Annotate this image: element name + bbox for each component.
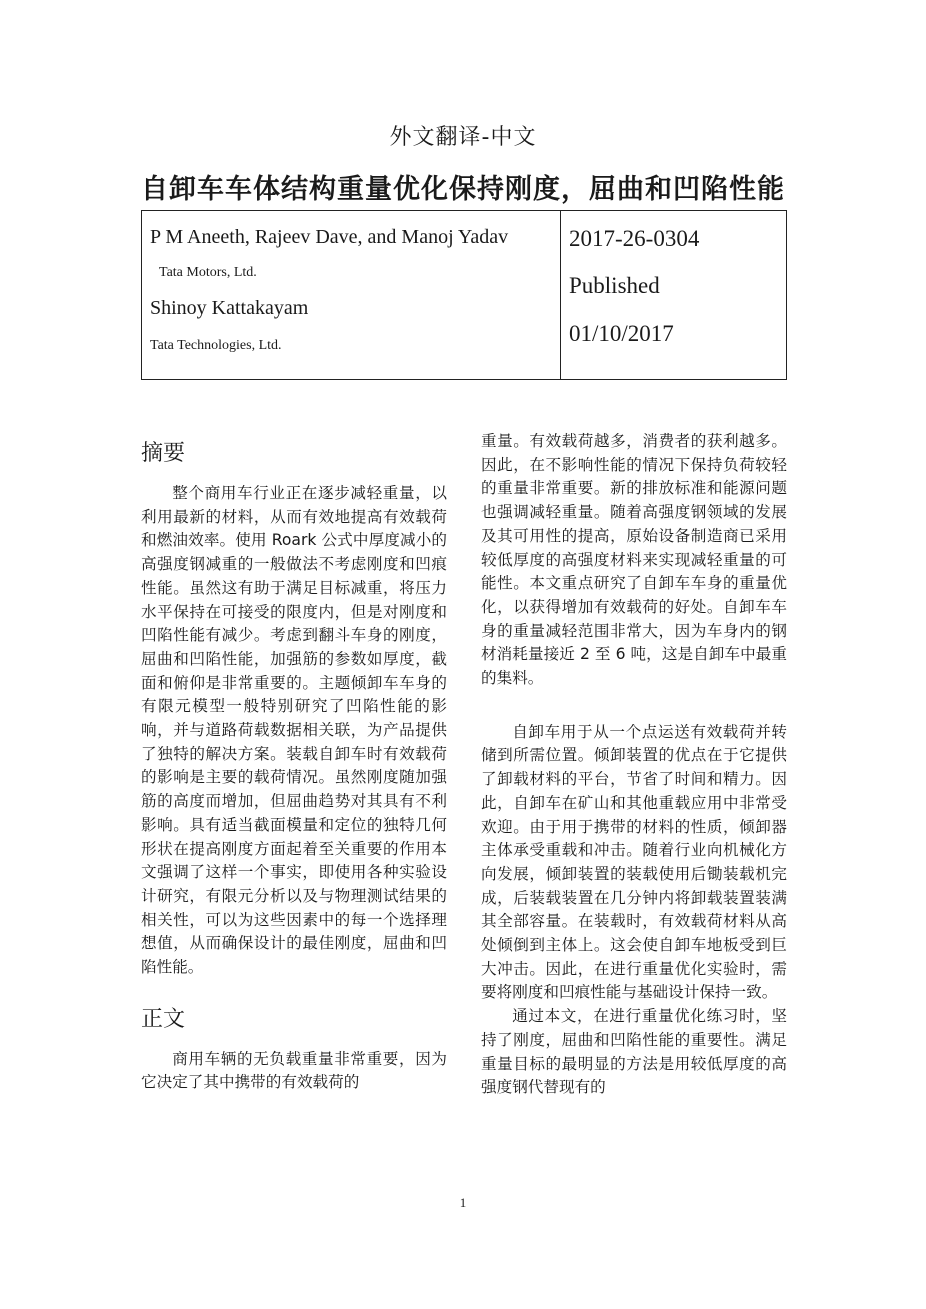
body-paragraph-3: 通过本文，在进行重量优化练习时，坚持了刚度，屈曲和凹陷性能的重要性。满足重量目标的最明显的方法是用较低厚度的高强度钢代替现有的 — [481, 1007, 787, 1097]
right-column — [481, 430, 787, 1100]
body-paragraph-1-continued: 重量。有效载荷越多，消费者的获利越多。因此，在不影响性能的情况下保持负荷较轻的重量非常重要。新的排放标准和能源问题也强调减轻重量。随着高强度钢领域的发展及其可用性的提高，原始设备制造商已采用较低厚度的高强度材料来实现减轻重量的可能性。本文重点研究了自卸车车身的重量优化，以获得增加有效载荷的好处。自卸车车身的重量减轻范围非常大，因为车身内的钢材消耗量接近 2 至 6 吨，这是自卸车中最重的集料。 — [481, 432, 787, 688]
table-divider — [560, 211, 561, 379]
document-id: 2017-26-0304 — [569, 226, 700, 251]
document-title: 自卸车车体结构重量优化保持刚度，屈曲和凹陷性能 — [141, 174, 785, 205]
abstract-heading: 摘要 — [141, 441, 186, 466]
paragraph-spacer — [481, 691, 787, 721]
publication-cell — [569, 211, 779, 379]
page-number: 1 — [459, 1195, 467, 1210]
abstract-paragraph: 整个商用车行业正在逐步减轻重量，以利用最新的材料，从而有效地提高有效载荷和燃油效率。使用 Roark 公式中厚度减小的高强度钢减重的一般做法不考虑刚度和凹痕性能。虽然这有助于满足目标减重，将压力水平保持在可接受的限度内，但是对刚度和凹陷性能有减少。考虑到翻斗车身的刚度，屈曲和凹陷性能，加强筋的参数如厚度，截面和俯仰是非常重要的。主题倾卸车车身的有限元模型一般特别研究了凹陷性能的影响，并与道路荷载数据相关联，为产品提供了独特的解决方案。装载自卸车时有效载荷的影响是主要的载荷情况。虽然刚度随加强筋的高度而增加，但屈曲趋势对其具有不利影响。具有适当截面模量和定位的独特几何形状在提高刚度方面起着至关重要的作用本文强调了这样一个事实，即使用各种实验设计研究，有限元分析以及与物理测试结果的相关性，可以为这些因素中的每一个选择理想值，从而确保设计的最佳刚度，屈曲和凹陷性能。 — [141, 484, 447, 977]
authors-cell — [150, 211, 555, 379]
body-paragraph-2: 自卸车用于从一个点运送有效载荷并转储到所需位置。倾卸装置的优点在于它提供了卸载材料的平台，节省了时间和精力。因此，自卸车在矿山和其他重载应用中非常受欢迎。由于用于携带的材料的性质，倾卸器主体承受重载和冲击。随着行业向机械化方向发展，倾卸装置的装载使用后锄装载机完成，后装载装置在几分钟内将卸载装置装满其全部容量。在装载时，有效载荷材料从高处倾倒到主体上。这会使自卸车地板受到巨大冲击。因此，在进行重量优化实验时，需要将刚度和凹痕性能与基础设计保持一致。 — [481, 722, 787, 1002]
publication-status: Published — [569, 273, 660, 298]
authors-line: P M Aneeth, Rajeev Dave, and Manoj Yadav — [150, 226, 509, 248]
author-second: Shinoy Kattakayam — [150, 297, 309, 319]
affiliation-tata-motors: Tata Motors, Ltd. — [159, 265, 257, 280]
header-label: 外文翻译-中文 — [389, 125, 537, 150]
publication-date: 01/10/2017 — [569, 321, 674, 346]
body-heading: 正文 — [141, 1006, 186, 1032]
body-paragraph-1-start: 商用车辆的无负载重量非常重要，因为它决定了其中携带的有效载荷的 — [141, 1049, 447, 1092]
left-column — [141, 436, 447, 1095]
affiliation-tata-technologies: Tata Technologies, Ltd. — [150, 338, 282, 353]
author-info-table — [141, 210, 787, 380]
